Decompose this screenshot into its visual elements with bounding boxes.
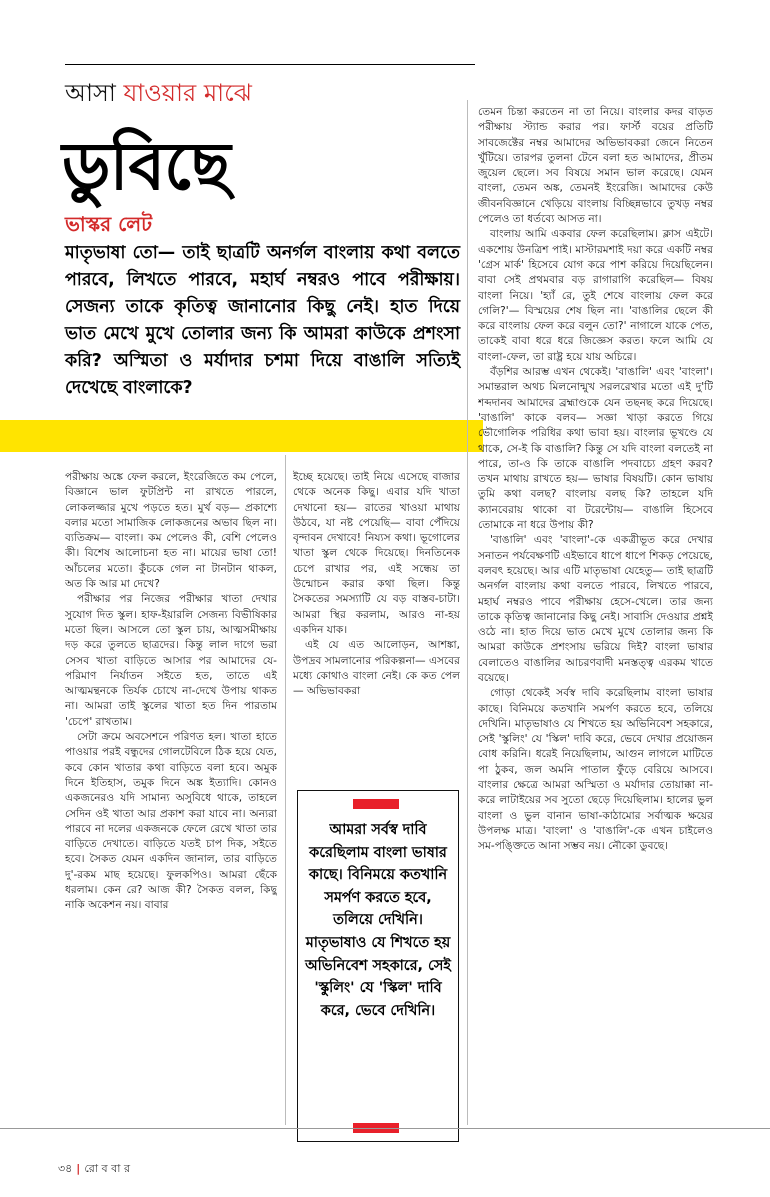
kicker-part-a: আসা [65,79,116,107]
pull-quote-bar-top [353,799,399,809]
pull-quote-box [297,790,459,1142]
page-folio [58,1160,130,1179]
paragraph: বাংলায় আমি একবার ফেল করেছিলাম। ক্লাস এইটে। একশোয় উনত্রিশ পাই। মাস্টারমশাই দয়া করে একটি নম্বর 'গ্রেস মার্ক' হিসেবে যোগ করে পাশ করিয়ে দিয়েছিলেন। বাবা সেই প্রথমবার বড় রাগারাগি করেছিল— বিষয় বাংলা নিয়ে। 'হ্যাঁ রে, তুই শেষে বাংলায় ফেল করে গেলি?'— বিস্ময়ের শেষ ছিল না। 'বাঙালির ছেলে কী করে বাংলায় ফেল করে বলুন তো?' নাগালে যাকে পেত, তাকেই বাবা ধরে ধরে জিজ্ঞেস করত। ফলে আমি যে বাংলা-ফেল, তা রাষ্ট্র হয়ে যায় অচিরে। [478,228,713,363]
kicker-part-b: যাওয়ার মাঝে [123,79,252,107]
paragraph: গোড়া থেকেই সর্বস্ব দাবি করেছিলাম বাংলা ভাষার কাছে। বিনিময়ে কতখানি সমর্পণ করতে হবে, তলিয়ে দেখিনি। মাতৃভাষাও যে শিখতে হয় অভিনিবেশ সহকারে, সেই 'স্কুলিং' যে 'স্কিল' দাবি করে, ভেবে দেখার প্রয়োজন বোধ করিনি। ধরেই নিয়েছিলাম, আগুন লাগলে মাটিতে পা ঠুকব, জল অমনি পাতাল ফুঁড়ে বেরিয়ে আসবে। বাংলার ক্ষেত্রে আমরা অস্মিতা ও মর্যাদার তোয়াক্কা না-করে লাটাইয়ের সব সুতো ছেড়ে দিয়েছিলাম। হালের ভুল বাংলা ও ভুল বানান ভাষা-কাঠামোর সর্বাত্মক ক্ষয়ের উপলক্ষ মাত্র। 'বাংলা' ও 'বাঙালি'-কে এখন চাইলেও সম-পঙ্ক্তিতে আনা সম্ভব নয়। নৌকো ডুবছে। [478,687,713,853]
paragraph: সেটা ক্রমে অবসেশনে পরিণত হল। খাতা হাতে পাওয়ার পরই বন্ধুদের গোলটেবিলে ঠিক হয়ে যেত, কবে কোন খাতার কথা বাড়িতে বলা হবে। অমুক দিনে ইতিহাস, তমুক দিনে অঙ্ক ইত্যাদি। কোনও একজনেরও যদি সামান্য অসুবিধে থাকে, তাহলে সেদিন ওই খাতা আর প্রকাশ করা যাবে না। অন্যরা পারবে না দলের একজনকে ফেলে রেখে খাতা তার বাড়িতে দেখাতে। বাড়িতে যতই চাপ দিক, সইতে হবে। সৈকত যেমন একদিন জানাল, তার বাড়িতে দু'-রকম মাছ হয়েছে। ফুলকপিও। আমরা ছেঁকে ধরলাম। কেন রে? আজ কী? সৈকত বলল, কিছু নাকি অকেশন নয়। বাবার [65,731,277,912]
yellow-accent-band [0,420,483,452]
pull-quote-text: আমরা সর্বস্ব দাবি করেছিলাম বাংলা ভাষার কাছে। বিনিময়ে কতখানি সমর্পণ করতে হবে, তলিয়ে দেখিনি। মাতৃভাষাও যে শিখতে হয় অভিনিবেশ সহকারে, সেই 'স্কুলিং' যে 'স্কিল' দাবি করে, ভেবে দেখিনি। [305,822,451,1019]
author-byline: ভাস্কর লেট [65,212,152,236]
paragraph: পরীক্ষার পর নিজের পরীক্ষার খাতা দেখার সুযোগ দিত স্কুল। হাফ-ইয়ারলি সেজন্য বিভীষিকার মতো ছিল। আসলে তো স্কুল চায়, আত্মসমীক্ষায় দড় করে তুলতে ছাত্রদের। কিন্তু লাল দাগে ভরা সেসব খাতা বাড়িতে আসার পর আমাদের যে-পরিমাণ নির্যাতন সইতে হত, তাতে এই আত্মমন্থনকে তির্যক চোখে না-দেখে উপায় থাকত না। আমরা তাই স্কুলের খাতা হত দিন পারতাম 'চেপে' রাখতাম। [65,593,277,728]
column-right [478,105,713,1120]
column-middle [293,470,460,780]
column-divider [467,100,468,1125]
page-number: ৩৪ [58,1162,73,1175]
folio-separator: | [76,1162,81,1175]
footer-rule [0,1128,770,1129]
paragraph: তেমন চিন্তা করতেন না তা নিয়ে। বাংলার কদর বাড়ত পরীক্ষায় স্ট্যান্ড করার পর। ফার্স্ট বয়ের প্রতিটি সাবজেক্টের নম্বর আমাদের অভিভাবকরা জেনে নিতেন খুঁটিয়ে। তারপর তুলনা টেনে বলা হত আমাদের, প্রীতম জুয়েল ছেলে। সব বিষয়ে সমান ভাল করেছে। যেমন বাংলা, তেমন অঙ্ক, তেমনই ইংরেজি। আমাদের কেউ জীবনবিজ্ঞানে খেড়িয়ে বাংলায় বিচ্ছিন্নভাবে তুখড় নম্বর পেলেও তা ধর্তব্যে আসত না। [478,106,713,226]
column-left [65,470,277,1120]
column-divider [285,455,286,1125]
header-rule [65,64,475,65]
paragraph: 'বাঙালি' এবং 'বাংলা'-কে একত্রীভূত করে দেখার সনাতন পর্যবেক্ষণটি এইভাবে ধাপে ধাপে শিকড় পেয়েছে, বলবৎ হয়েছে। আর এটি মাতৃভাষা যেহেতু— তাই ছাত্রটি অনর্গল বাংলায় কথা বলতে পারবে, লিখতে পারবে, মহার্ঘ নম্বরও পাবে পরীক্ষায় হেসে-খেলে। তার জন্য তাকে কৃতিত্ব জানানোর কিছু নেই। সাবাসি দেওয়ার প্রশ্নই ওঠে না। হাত দিয়ে ভাত মেখে মুখে তোলার জন্য কি আমরা কাউকে প্রশংসায় ভরিয়ে দিই? বাংলা ভাষার বেলাতেও বাঙালির আচরণবাদী মনস্তত্ত্ব এরকম খাতে বয়েছে। [478,534,713,684]
magazine-name: রো ব বা র [84,1162,131,1175]
paragraph: পরীক্ষায় অঙ্কে ফেল করলে, ইংরেজিতে কম পেলে, বিজ্ঞানে ভাল ফুটপ্রিন্ট না রাখতে পারলে, লোকলজ্জার মুখে পড়তে হত। মুর্খ বড়— প্রকাশ্যে বলার মতো সামাজিক লোকজনের অভাব ছিল না। ব্যতিক্রম— বাংলা। কম পেলেও কী, বেশি পেলেও কী। বিশেষ আলোচনা হত না। মায়ের ভাষা তো! আঁচলের মতো। কুঁচকে গেল না টানটান থাকল, অত কি আর মা দেখে? [65,471,277,591]
paragraph: এই যে এত আলোড়ন, আশঙ্কা, উপদ্রব সামলানোর পরিকল্পনা— এসবের মধ্যে কোথাও বাংলা নেই। কে কত পেল— অভিভাবকরা [293,639,460,698]
article-headline: ডুবিছে [62,127,230,205]
article-standfirst: মাতৃভাষা তো— তাই ছাত্রটি অনর্গল বাংলায় কথা বলতে পারবে, লিখতে পারবে, মহার্ঘ নম্বরও পাবে পরীক্ষায়। সেজন্য তাকে কৃতিত্ব জানানোর কিছু নেই। হাত দিয়ে ভাত মেখে মুখে তোলার জন্য কি আমরা কাউকে প্রশংসা করি? অস্মিতা ও মর্যাদার চশমা দিয়ে বাঙালি সত্যিই দেখেছে বাংলাকে? [65,243,460,398]
paragraph: ইচ্ছে হয়েছে। তাই নিয়ে এসেছে বাজার থেকে অনেক কিছু। এবার যদি খাতা দেখানো হয়— রাতের খাওয়া মাথায় উঠবে, যা নষ্ট পেয়েছি— বাবা পেঁদিয়ে বৃন্দাবন দেখাবে! নিয্যস কথা। ভূগোলের খাতা স্কুল থেকে দিয়েছে। দিনতিনেক চেপে রাখার পর, এই সন্ধেয় তা উন্মোচন করার কথা ছিল। কিন্তু সৈকতের সমস্যাটি যে বড় বাস্তব-চাটা। আমরা স্থির করলাম, আরও না-হয় একদিন যাক। [293,471,460,636]
section-kicker [65,78,252,108]
paragraph: বঁড়শির আরম্ভ এখন থেকেই। 'বাঙালি' এবং 'বাংলা'। সমান্তরাল অথচ মিলনোন্মুখ সরলরেখার মতো এই দু'টি শব্দদানব আমাদের ব্রহ্মাণ্ডকে যেন তছনছ করে দিয়েছে। 'বাঙালি' কাকে বলব— সজ্ঞা খাড়া করতে গিয়ে ভৌগোলিক পরিধির কথা ভাবা হয়। বাংলার ভূখণ্ডে যে থাকে, সে-ই কি বাঙালি? কিন্তু সে যদি বাংলা বলতেই না পারে, তা-ও কি তাকে বাঙালি পদবাচ্যে গ্রহণ করব? তখন মাথায় রাখতে হয়— ভাষার বিষয়টি। কোন ভাষায় তুমি কথা বলছ? বাংলায় বলছ কি? তাহলে যদি ক্যানবেরায় থাকো বা টরেন্টোয়— বাঙালি হিসেবে তোমাকে না ধরে উপায় কী? [478,366,713,532]
